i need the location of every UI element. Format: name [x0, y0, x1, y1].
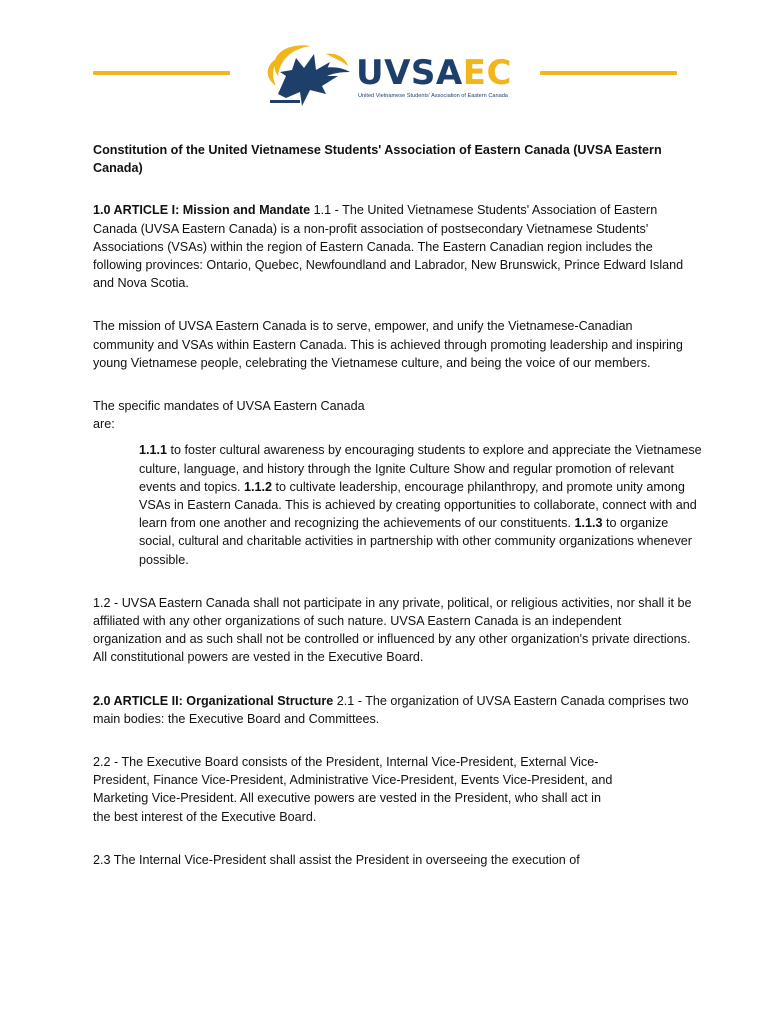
mandates-list [139, 441, 705, 568]
maple-leaf-bird-icon [256, 36, 356, 116]
section-2-2-paragraph: 2.2 - The Executive Board consists of the President, Internal Vice-President, External Vice-President, Finance Vice-President, Administrative Vice-President, Events Vice-President, and Marketing Vice-President. All executive powers are vested in the President, who shall act in the best interest of the Executive Board. [93, 755, 613, 824]
article-2-heading: 2.0 ARTICLE II: Organizational Structure [93, 693, 334, 708]
mandate-3-number: 1.1.3 [574, 516, 603, 531]
article-2-paragraph [93, 692, 693, 728]
mandate-3-text: to organize social, cultural and charitable activities in partnership with other community organizations whenever possible. [139, 516, 692, 567]
mandates-intro-line2: are: [93, 417, 115, 432]
mandate-1-text: to foster cultural awareness by encouraging students to explore and appreciate the Vietnamese culture, language, and history through the Ignite Culture Show and regular promotion of relevant events and topics. [139, 443, 702, 494]
mandate-2-number: 1.1.2 [244, 479, 273, 494]
mandate-1-number: 1.1.1 [139, 443, 168, 458]
section-2-3-paragraph: 2.3 The Internal Vice-President shall assist the President in overseeing the execution of [93, 852, 580, 867]
header-rule-right [540, 71, 677, 75]
logo-wordmark [356, 53, 512, 93]
mandate-2-text: to cultivate leadership, encourage philanthropy, and promote unity among VSAs in Eastern Canada. This is achieved by creating opportunities to collaborate, connect with and learn from one another and recognizing the achievements of our constituents. [139, 479, 697, 531]
article-1-paragraph [93, 201, 693, 292]
section-1-2-paragraph: 1.2 - UVSA Eastern Canada shall not participate in any private, political, or religious activities, nor shall it be affiliated with any other organizations of such nature. UVSA Eastern Canada is an independent organization and as such shall not be controlled or influenced by any other organization's private directions. All constitutional powers are vested in the Executive Board. [93, 595, 692, 665]
document-body [93, 141, 702, 869]
logo-word-primary: UVSA [356, 53, 463, 93]
mandates-intro-line1: The specific mandates of UVSA Eastern Canada [93, 399, 365, 414]
logo-word-accent: EC [462, 53, 512, 93]
article-2-text: 2.1 - The organization of UVSA Eastern Canada comprises two main bodies: the Executive Board and Committees. [93, 693, 689, 726]
article-1-heading: 1.0 ARTICLE I: Mission and Mandate [93, 203, 311, 218]
article-1-text: 1.1 - The United Vietnamese Students' Association of Eastern Canada (UVSA Eastern Canada) is a non-profit association of postsecondary Vietnamese Students' Associations (VSAs) within the region of Eastern Canada. The Eastern Canadian region includes the following provinces: Ontario, Quebec, Newfoundland and Labrador, New Brunswick, Prince Edward Island and Nova Scotia. [93, 203, 684, 291]
document-title: Constitution of the United Vietnamese Students' Association of Eastern Canada (UVSA Eastern Canada) [93, 143, 662, 176]
page-header [0, 36, 770, 116]
mission-paragraph: The mission of UVSA Eastern Canada is to serve, empower, and unify the Vietnamese-Canadian community and VSAs within Eastern Canada. This is achieved through promoting leadership and inspiring young Vietnamese people, celebrating the Vietnamese culture, and being the voice of our members. [93, 319, 683, 370]
header-rule-left [93, 71, 230, 75]
logo-subtitle: United Vietnamese Students' Association of Eastern Canada [358, 93, 508, 99]
mandates-intro [93, 397, 693, 433]
uvsaec-logo [256, 36, 526, 116]
